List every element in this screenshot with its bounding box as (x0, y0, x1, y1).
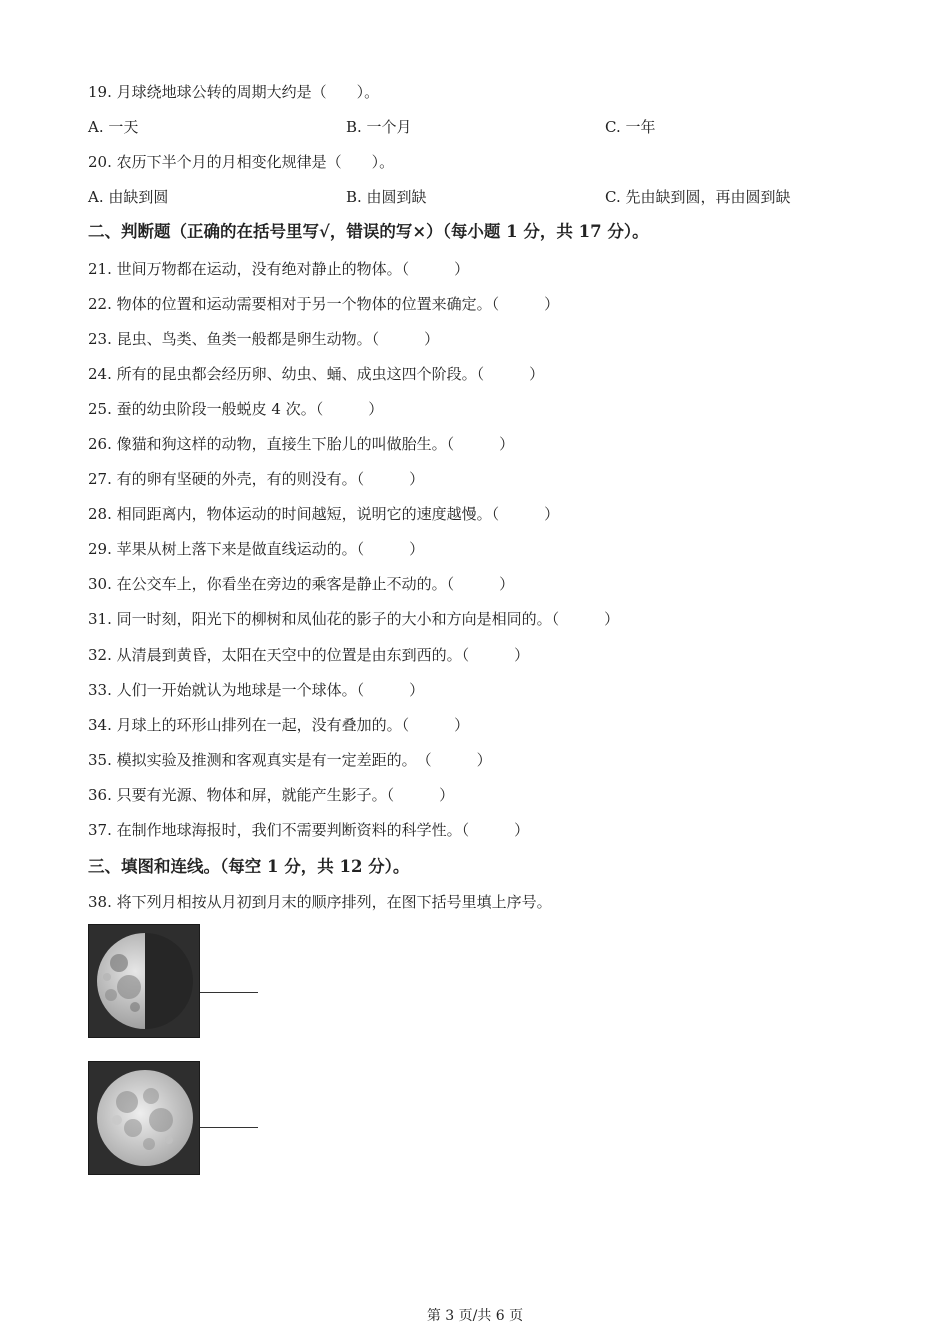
q19-option-c: C. 一年 (605, 118, 656, 136)
q20-stem: 20. 农历下半个月的月相变化规律是（ ）。 (88, 153, 395, 171)
moon-phase-image-full (88, 1061, 200, 1175)
q36: 36. 只要有光源、物体和屏，就能产生影子。（ ） (88, 786, 455, 804)
q37: 37. 在制作地球海报时，我们不需要判断资料的科学性。（ ） (88, 821, 530, 839)
q19-option-a: A. 一天 (88, 118, 139, 136)
q20-option-b: B. 由圆到缺 (346, 188, 427, 206)
q32: 32. 从清晨到黄昏，太阳在天空中的位置是由东到西的。（ ） (88, 646, 530, 664)
q38-stem: 38. 将下列月相按从月初到月末的顺序排列，在图下括号里填上序号。 (88, 893, 552, 911)
q24: 24. 所有的昆虫都会经历卵、幼虫、蛹、成虫这四个阶段。（ ） (88, 365, 545, 383)
q30: 30. 在公交车上，你看坐在旁边的乘客是静止不动的。（ ） (88, 575, 515, 593)
q25: 25. 蚕的幼虫阶段一般蜕皮 4 次。（ ） (88, 400, 384, 418)
q21: 21. 世间万物都在运动，没有绝对静止的物体。（ ） (88, 260, 470, 278)
q28: 28. 相同距离内，物体运动的时间越短，说明它的速度越慢。（ ） (88, 505, 560, 523)
q31: 31. 同一时刻，阳光下的柳树和凤仙花的影子的大小和方向是相同的。（ ） (88, 610, 620, 628)
q20-option-a: A. 由缺到圆 (88, 188, 169, 206)
q19-stem: 19. 月球绕地球公转的周期大约是（ ）。 (88, 83, 380, 101)
q26: 26. 像猫和狗这样的动物，直接生下胎儿的叫做胎生。（ ） (88, 435, 515, 453)
q34: 34. 月球上的环形山排列在一起，没有叠加的。（ ） (88, 716, 470, 734)
q19-option-b: B. 一个月 (346, 118, 412, 136)
moon-phase-image-half (88, 924, 200, 1038)
q33: 33. 人们一开始就认为地球是一个球体。（ ） (88, 681, 425, 699)
page-number: 第 3 页/共 6 页 (426, 1308, 524, 1324)
q27: 27. 有的卵有坚硬的外壳，有的则没有。（ ） (88, 470, 425, 488)
q20-option-c: C. 先由缺到圆，再由圆到缺 (605, 188, 791, 206)
q22: 22. 物体的位置和运动需要相对于另一个物体的位置来确定。（ ） (88, 295, 560, 313)
half-moon-icon (89, 925, 199, 1037)
q35: 35. 模拟实验及推测和客观真实是有一定差距的。 （ ） (88, 751, 492, 769)
q29: 29. 苹果从树上落下来是做直线运动的。（ ） (88, 540, 425, 558)
answer-blank-2[interactable] (200, 1127, 258, 1128)
section2-title: 二、判断题（正确的在括号里写√，错误的写×）（每小题 1 分，共 17 分）。 (88, 222, 649, 241)
section3-title: 三、填图和连线。（每空 1 分，共 12 分）。 (88, 857, 410, 876)
answer-blank-1[interactable] (200, 992, 258, 993)
q23: 23. 昆虫、鸟类、鱼类一般都是卵生动物。（ ） (88, 330, 440, 348)
full-moon-icon (89, 1062, 199, 1174)
